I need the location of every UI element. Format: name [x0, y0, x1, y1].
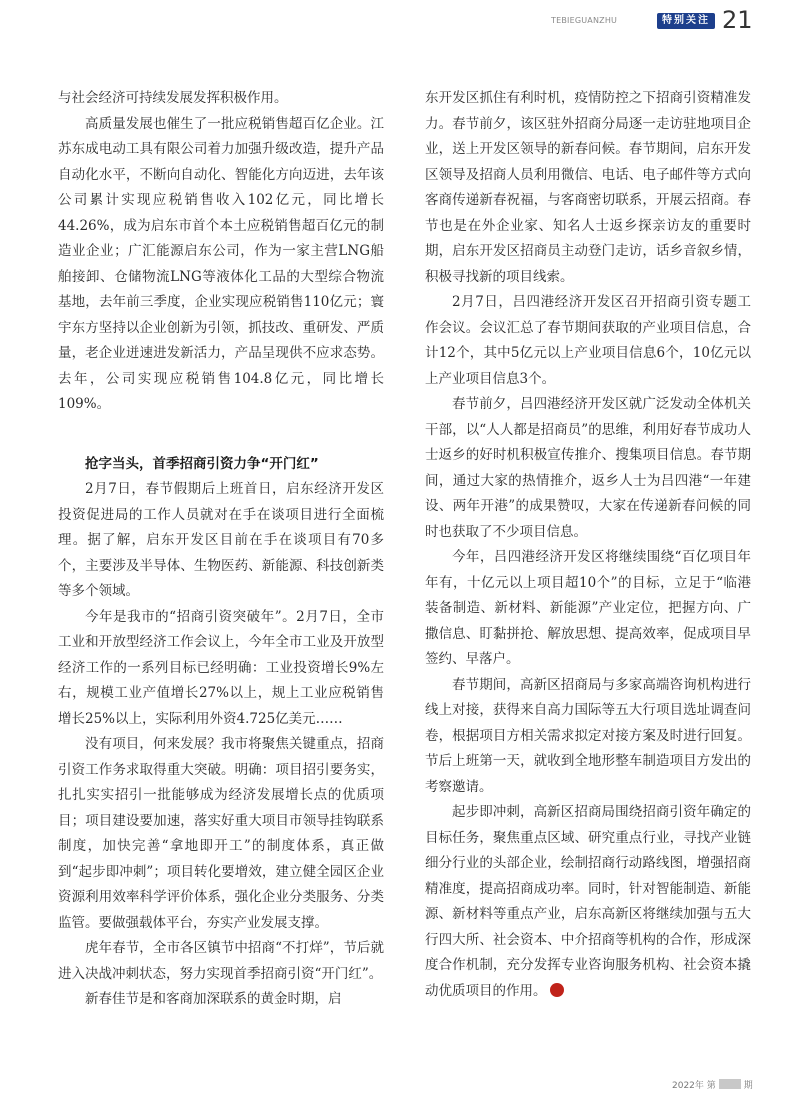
section-tag: 特别关注	[662, 15, 710, 26]
paragraph: 高质量发展也催生了一批应税销售超百亿企业。江苏东成电动工具有限公司着力加强升级改造，提升产品自动化水平，不断向自动化、智能化方向迈进，去年该公司累计实现应税销售收入102亿元，同比增长44.26%，成为启东市首个本土应税销售超百亿元的制造业企业；广汇能源启东公司，作为一家主营LNG船舶接卸、仓储物流LNG等液体化工品的大型综合物流基地，去年前三季度，企业实现应税销售110亿元；寰宇东方坚持以企业创新为引领，抓技改、重研发、严质量，老企业迸速进发新活力，产品呈现供不应求态势。去年，公司实现应税销售104.8亿元，同比增长109%。	[58, 115, 384, 412]
section-pinyin: TEBIEGUANZHU	[551, 16, 618, 25]
paragraph: 2月7日，春节假期后上班首日，启东经济开发区投资促进局的工作人员就对在手在谈项目进行全面梳理。据了解，启东开发区目前在手在谈项目有70多个，主要涉及半导体、生物医药、新能源、科技创新类等多个领域。	[58, 481, 384, 599]
paragraph: 没有项目，何来发展？我市将聚焦关键重点，招商引资工作务求取得重大突破。明确：项目招引要务实，扎扎实实招引一批能够成为经济发展增长点的优质项目；项目建设要加速，落实好重大项目市领导挂钩联系制度，加快完善“拿地即开工”的制度体系，真正做到“起步即冲刺”；项目转化要增效，建立健全园区企业资源利用效率科学评价体系，强化企业分类服务、分类监管。要做强载体平台，夯实产业发展支撑。	[58, 736, 384, 931]
paragraph: 2月7日，吕四港经济开发区召开招商引资专题工作会议。会议汇总了春节期间获取的产业项目信息，合计12个，其中5亿元以上产业项目信息6个，10亿元以上产业项目信息3个。	[425, 294, 751, 387]
paragraph: 虎年春节，全市各区镇节中招商“不打烊”，节后就进入决战冲刺状态，努力实现首季招商引资“开门红”。	[58, 940, 384, 982]
paragraph: 与社会经济可持续发展发挥积极作用。	[58, 90, 288, 106]
section-tag-box	[657, 13, 715, 29]
right-column	[425, 86, 751, 1004]
issue-di: 第	[706, 1081, 716, 1091]
end-mark-icon	[550, 983, 564, 997]
left-column	[58, 86, 384, 1013]
page-header	[0, 0, 799, 44]
issue-number-box	[719, 1079, 741, 1089]
page-number: 21	[722, 6, 753, 34]
paragraph: 新春佳节是和客商加深联系的黄金时期，启	[85, 991, 342, 1007]
paragraph: 今年，吕四港经济开发区将继续围绕“百亿项目年年有，十亿元以上项目超10个”的目标，立足于“临港装备制造、新材料、新能源”产业定位，把握方向、广撒信息、盯黏拼抢、解放思想、提高效率，促成项目早签约、早落户。	[425, 549, 751, 667]
paragraph: 春节前夕，吕四港经济开发区就广泛发动全体机关干部，以“人人都是招商员”的思维，利用好春节成功人士返乡的好时机积极宣传推介、搜集项目信息。春节期间，通过大家的热情推介，返乡人士为吕四港“一年建设、两年开港”的成果赞叹，大家在传递新春问候的同时也获取了不少项目信息。	[425, 396, 751, 540]
issue-qi: 期	[743, 1081, 753, 1091]
issue-year: 2022年	[672, 1081, 704, 1091]
section-heading: 抢字当头，首季招商引资力争“开门红”	[85, 455, 319, 472]
paragraph-text: 起步即冲刺，高新区招商局围绕招商引资年确定的目标任务，聚焦重点区域、研究重点行业，寻找产业链细分行业的头部企业，绘制招商行动路线图，增强招商精准度，提高招商成功率。同时，针对智能制造、新能源、新材料等重点产业，启东高新区将继续加强与五大行四大所、社会资本、中介招商等机构的合作，形成深度合作机制，充分发挥专业咨询服务机构、社会资本撬动优质项目的作用。	[425, 804, 751, 999]
paragraph: 今年是我市的“招商引资突破年”。2月7日，全市工业和开放型经济工作会议上，今年全市工业及开放型经济工作的一系列目标已经明确：工业投资增长9%左右，规模工业产值增长27%以上，规上工业应税销售增长25%以上，实际利用外资4.725亿美元……	[58, 608, 384, 727]
paragraph: 春节期间，高新区招商局与多家高端咨询机构进行线上对接，获得来自高力国际等五大行项目选址调查问卷，根据项目方相关需求拟定对接方案及时进行回复。节后上班第一天，就收到全地形整车制造项目方发出的考察邀请。	[425, 676, 751, 795]
page-footer	[672, 1078, 753, 1091]
paragraph-last	[425, 800, 751, 1004]
paragraph: 东开发区抓住有利时机，疫情防控之下招商引资精准发力。春节前夕，该区驻外招商分局逐一走访驻地项目企业，送上开发区领导的新春问候。春节期间，启东开发区领导及招商人员利用微信、电话、电子邮件等方式向客商传递新春祝福，与客商密切联系，开展云招商。春节也是在外企业家、知名人士返乡探亲访友的重要时期，启东开发区招商员主动登门走访，话乡音叙乡情，积极寻找新的项目线索。	[425, 90, 751, 285]
